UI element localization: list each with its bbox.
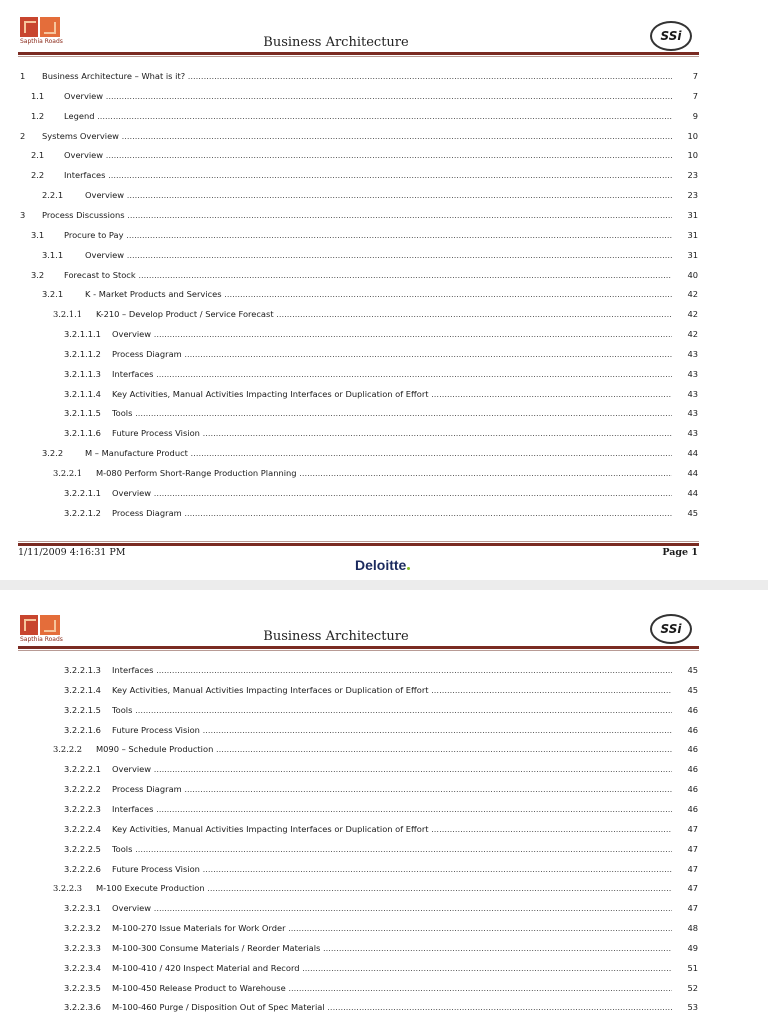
toc-page-number: 47 — [672, 822, 698, 836]
toc-section-number: 1 — [20, 71, 26, 81]
toc-page-number: 10 — [672, 148, 698, 162]
toc-entry[interactable] — [0, 268, 768, 282]
toc-entry[interactable] — [0, 842, 768, 856]
toc-entry[interactable] — [0, 782, 768, 796]
toc-page-number: 48 — [672, 921, 698, 935]
toc-section-number: 3.2.2.2.5 — [64, 843, 101, 854]
toc-section-number: 3.2.1.1.5 — [64, 408, 101, 419]
toc-entry[interactable] — [0, 387, 768, 401]
toc-section-number: 3.2.1.1.2 — [64, 348, 101, 359]
toc-entry[interactable] — [0, 723, 768, 737]
toc-section-title: M-100-450 Release Product to Warehouse ..... — [112, 981, 672, 995]
toc-page-number: 42 — [672, 287, 698, 301]
toc-entry[interactable] — [0, 426, 768, 440]
toc-section-number: 3.2.2.1.6 — [64, 724, 101, 735]
toc-entry[interactable] — [0, 406, 768, 420]
toc-page-number: 44 — [672, 486, 698, 500]
deloitte-logo — [355, 557, 410, 573]
toc-section-title: Overview ..... — [64, 148, 672, 162]
toc-section-number: 2 — [20, 130, 26, 141]
toc-entry[interactable] — [0, 981, 768, 995]
toc-section-number: 3.2.2.3.2 — [64, 923, 101, 934]
toc-section-number: 3.2.2.3.6 — [64, 1002, 101, 1013]
toc-page-number: 45 — [672, 506, 698, 520]
toc-section-title: Interfaces ..... — [112, 367, 672, 381]
toc-section-title: Procure to Pay ..... — [64, 228, 672, 242]
toc-section-title: M – Manufacture Product ..... — [85, 446, 672, 460]
toc-entry[interactable] — [0, 683, 768, 697]
toc-section-title: Process Diagram ..... — [112, 347, 672, 361]
toc-section-number: 3.2.1 — [42, 289, 64, 300]
toc-entry[interactable] — [0, 663, 768, 677]
toc-page-number: 44 — [672, 446, 698, 460]
toc-entry[interactable] — [0, 762, 768, 776]
toc-section-number: 3.2.2.2.1 — [64, 764, 101, 775]
toc-section-title: Overview ..... — [112, 901, 672, 915]
toc-entry[interactable] — [0, 941, 768, 955]
toc-page-number: 7 — [672, 89, 698, 103]
toc-section-title: Future Process Vision ..... — [112, 723, 672, 737]
toc-page-number: 23 — [672, 188, 698, 202]
toc-section-title: Key Activities, Manual Activities Impacting Interfaces or Duplication of Effort ..... — [112, 683, 672, 697]
toc-entry[interactable] — [0, 802, 768, 816]
toc-page-number: 42 — [672, 327, 698, 341]
toc-section-number: 3.2.2.3.4 — [64, 962, 101, 973]
toc-section-title: Interfaces ..... — [112, 802, 672, 816]
toc-section-number: 3.2.2 — [42, 448, 64, 459]
ssi-logo: SSi — [650, 21, 692, 51]
toc-section-title: M-100-300 Consume Materials / Reorder Materials ..... — [112, 941, 672, 955]
toc-section-number: 3.2.2.3 — [53, 883, 83, 894]
toc-section-title: Forecast to Stock ..... — [64, 268, 672, 282]
toc-section-title: M-100-460 Purge / Disposition Out of Spec Material ..... — [112, 1000, 672, 1014]
toc-section-title: Future Process Vision ..... — [112, 862, 672, 876]
toc-entry[interactable] — [0, 69, 768, 83]
toc-section-number: 3.2.2.1.5 — [64, 704, 101, 715]
logo-caption: Sapthia Roads — [20, 636, 63, 643]
toc-entry[interactable] — [0, 1000, 768, 1014]
toc-entry[interactable] — [0, 89, 768, 103]
toc-page-number: 45 — [672, 663, 698, 677]
toc-section-title: K-210 – Develop Product / Service Forecast ..... — [96, 307, 672, 321]
toc-entry[interactable] — [0, 901, 768, 915]
deloitte-wordmark: Deloitte — [355, 557, 407, 573]
deloitte-dot-icon — [407, 567, 410, 570]
toc-section-title: Tools ..... — [112, 406, 672, 420]
toc-entry[interactable] — [0, 148, 768, 162]
toc-section-number: 3.1 — [31, 229, 45, 240]
toc-page-number: 52 — [672, 981, 698, 995]
toc-section-title: Overview ..... — [112, 486, 672, 500]
toc-section-number: 3.2.1.1.4 — [64, 388, 101, 399]
toc-section-number: 3.2 — [31, 269, 45, 280]
toc-entry[interactable] — [0, 446, 768, 460]
toc-section-number: 2.1 — [31, 150, 45, 161]
toc-page-number: 45 — [672, 683, 698, 697]
toc-section-title: Legend ..... — [64, 109, 672, 123]
toc-page-number: 43 — [672, 426, 698, 440]
toc-page-number: 43 — [672, 347, 698, 361]
toc-entry[interactable] — [0, 742, 768, 756]
toc-section-number: 3.2.2.2.3 — [64, 803, 101, 814]
toc-entry[interactable] — [0, 228, 768, 242]
toc-page-number: 40 — [672, 268, 698, 282]
toc-page-number: 10 — [672, 129, 698, 143]
header-rule — [18, 646, 699, 649]
toc-entry[interactable] — [0, 109, 768, 123]
toc-entry[interactable] — [0, 881, 768, 895]
toc-section-title: Process Diagram ..... — [112, 782, 672, 796]
footer-rule-thin — [18, 541, 699, 542]
toc-section-number: 3.2.2.1.2 — [64, 507, 101, 518]
toc-section-number: 3.2.2.3.5 — [64, 982, 101, 993]
logo-caption: Sapthia Roads — [20, 38, 63, 45]
toc-section-title: Systems Overview ..... — [42, 129, 672, 143]
toc-section-title: Overview ..... — [85, 248, 672, 262]
toc-section-title: K - Market Products and Services ..... — [85, 287, 672, 301]
toc-page-number: 9 — [672, 109, 698, 123]
footer-date: 1/11/2009 4:16:31 PM — [18, 547, 126, 558]
toc-entry[interactable] — [0, 486, 768, 500]
toc-entry[interactable] — [0, 327, 768, 341]
toc-section-title: Future Process Vision ..... — [112, 426, 672, 440]
toc-entry[interactable] — [0, 822, 768, 836]
toc-section-number: 3.2.1.1 — [53, 309, 83, 320]
toc-section-number: 1.2 — [31, 110, 45, 121]
toc-page-number: 31 — [672, 208, 698, 222]
toc-entry[interactable] — [0, 129, 768, 143]
toc-page-number: 46 — [672, 762, 698, 776]
toc-section-number: 2.2 — [31, 170, 45, 181]
toc-section-title: Key Activities, Manual Activities Impacting Interfaces or Duplication of Effort ..... — [112, 387, 672, 401]
toc-page-number: 46 — [672, 723, 698, 737]
toc-page-number: 47 — [672, 862, 698, 876]
toc-page-number: 43 — [672, 367, 698, 381]
document-page-2 — [0, 590, 768, 1024]
toc-entry[interactable] — [0, 506, 768, 520]
toc-section-number: 1.1 — [31, 90, 45, 101]
toc-section-number: 3.2.2.1.3 — [64, 665, 101, 675]
toc-section-title: Tools ..... — [112, 842, 672, 856]
toc-section-number: 3.2.2.1.4 — [64, 684, 101, 695]
toc-section-title: Overview ..... — [64, 89, 672, 103]
header-rule-thin — [18, 650, 699, 651]
toc-page-number: 53 — [672, 1000, 698, 1014]
toc-section-number: 3.2.2.2 — [53, 744, 83, 755]
toc-entry[interactable] — [0, 703, 768, 717]
toc-entry[interactable] — [0, 168, 768, 182]
toc-section-title: Interfaces ..... — [64, 168, 672, 182]
toc-section-title: Overview ..... — [112, 327, 672, 341]
toc-section-number: 3.2.1.1.1 — [64, 329, 101, 340]
toc-page-number: 43 — [672, 406, 698, 420]
toc-page-number: 51 — [672, 961, 698, 975]
toc-section-number: 2.2.1 — [42, 190, 64, 201]
toc-page-number: 7 — [672, 69, 698, 83]
toc-section-number: 3.2.1.1.3 — [64, 368, 101, 379]
page-title: Business Architecture — [263, 35, 409, 50]
toc-entry[interactable] — [0, 347, 768, 361]
toc-section-title: M-100-410 / 420 Inspect Material and Record ..... — [112, 961, 672, 975]
header-rule — [18, 52, 699, 55]
toc-section-number: 3.2.1.1.6 — [64, 428, 101, 439]
page-title: Business Architecture — [263, 629, 409, 644]
toc-section-title: Process Diagram ..... — [112, 506, 672, 520]
toc-entry[interactable] — [0, 862, 768, 876]
toc-page-number: 47 — [672, 881, 698, 895]
toc-section-title: M-080 Perform Short-Range Production Planning ..... — [96, 466, 672, 480]
toc-page-number: 49 — [672, 941, 698, 955]
toc-entry[interactable] — [0, 307, 768, 321]
toc-page-number: 46 — [672, 703, 698, 717]
toc-section-title: Overview ..... — [85, 188, 672, 202]
toc-section-number: 3.1.1 — [42, 249, 64, 260]
toc-entry[interactable] — [0, 921, 768, 935]
toc-entry[interactable] — [0, 287, 768, 301]
toc-entry[interactable] — [0, 961, 768, 975]
header-rule-thin — [18, 56, 699, 57]
toc-section-number: 3.2.2.2.2 — [64, 784, 101, 795]
toc-entry[interactable] — [0, 466, 768, 480]
footer-page-number: Page 1 — [662, 547, 698, 558]
toc-entry[interactable] — [0, 208, 768, 222]
toc-page-number: 31 — [672, 228, 698, 242]
toc-section-title: Tools ..... — [112, 703, 672, 717]
toc-page-number: 43 — [672, 387, 698, 401]
toc-section-title: Process Discussions ..... — [42, 208, 672, 222]
toc-section-number: 3.2.2.2.4 — [64, 823, 101, 834]
toc-section-title: Interfaces ..... — [112, 663, 672, 677]
toc-section-title: M-100-270 Issue Materials for Work Order ..... — [112, 921, 672, 935]
toc-page-number: 46 — [672, 742, 698, 756]
toc-page-number: 47 — [672, 901, 698, 915]
toc-page-number: 31 — [672, 248, 698, 262]
toc-section-number: 3.2.2.3.1 — [64, 903, 101, 914]
toc-page-number: 44 — [672, 466, 698, 480]
toc-entry[interactable] — [0, 188, 768, 202]
toc-page-number: 23 — [672, 168, 698, 182]
toc-section-number: 3.2.2.1 — [53, 468, 83, 478]
toc-section-title: Overview ..... — [112, 762, 672, 776]
toc-page-number: 42 — [672, 307, 698, 321]
toc-section-number: 3.2.2.1.1 — [64, 487, 101, 498]
toc-section-title: M-100 Execute Production ..... — [96, 881, 672, 895]
toc-page-number: 46 — [672, 782, 698, 796]
toc-entry[interactable] — [0, 248, 768, 262]
toc-page-number: 46 — [672, 802, 698, 816]
toc-page-number: 47 — [672, 842, 698, 856]
toc-section-number: 3.2.2.3.3 — [64, 942, 101, 953]
ssi-logo: SSi — [650, 614, 692, 644]
toc-section-number: 3 — [20, 209, 26, 220]
footer-rule — [18, 543, 699, 546]
toc-section-title: M090 – Schedule Production ..... — [96, 742, 672, 756]
toc-section-title: Business Architecture – What is it? ..... — [42, 69, 672, 83]
toc-entry[interactable] — [0, 367, 768, 381]
toc-section-number: 3.2.2.2.6 — [64, 863, 101, 874]
toc-section-title: Key Activities, Manual Activities Impacting Interfaces or Duplication of Effort ..... — [112, 822, 672, 836]
